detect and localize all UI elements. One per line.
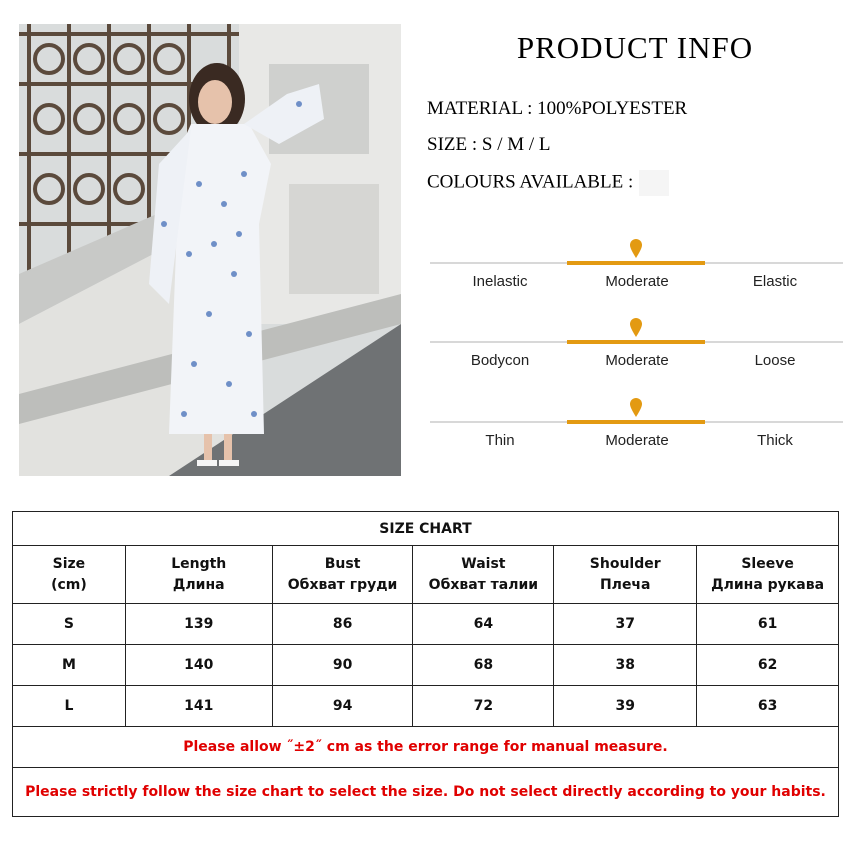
cell-sleeve: 63 bbox=[697, 686, 839, 727]
cell-bust: 90 bbox=[272, 645, 413, 686]
header-label: Waist bbox=[461, 555, 506, 572]
map-pin-icon bbox=[628, 317, 644, 337]
scale-label-left: Bodycon bbox=[470, 352, 530, 369]
colours-text: COLOURS AVAILABLE : bbox=[427, 171, 634, 193]
cell-length: 141 bbox=[125, 686, 272, 727]
size-text: SIZE : S / M / L bbox=[427, 134, 551, 155]
header-sub: Длина bbox=[172, 576, 225, 593]
colours-line bbox=[427, 170, 669, 196]
cell-waist: 68 bbox=[413, 645, 554, 686]
measurement-note: Please allow ˝±2˝ cm as the error range for manual measure. bbox=[13, 727, 839, 768]
size-selection-note: Please strictly follow the size chart to select the size. Do not select directly according to your habits. bbox=[13, 768, 839, 817]
header-waist bbox=[413, 546, 554, 604]
header-sub: Обхват талии bbox=[428, 576, 539, 593]
header-label: Bust bbox=[324, 555, 361, 572]
header-label: Sleeve bbox=[741, 555, 794, 572]
header-label: Length bbox=[171, 555, 227, 572]
colour-swatch bbox=[639, 170, 669, 196]
scale-label-right: Elastic bbox=[752, 273, 798, 290]
size-line bbox=[427, 134, 551, 156]
product-info-title: PRODUCT INFO bbox=[516, 30, 754, 65]
cell-size: S bbox=[13, 604, 126, 645]
header-sub: Длина рукава bbox=[711, 576, 825, 593]
cell-bust: 86 bbox=[272, 604, 413, 645]
table-header-row bbox=[13, 546, 839, 604]
scale-active-segment bbox=[567, 261, 705, 265]
scale-label-middle: Moderate bbox=[605, 273, 669, 290]
product-photo bbox=[19, 24, 401, 476]
fit-scale bbox=[430, 317, 843, 377]
size-chart-title: SIZE CHART bbox=[13, 512, 839, 546]
material-line bbox=[427, 98, 687, 120]
scale-active-segment bbox=[567, 420, 705, 424]
header-length bbox=[125, 546, 272, 604]
table-row bbox=[13, 686, 839, 727]
cell-waist: 72 bbox=[413, 686, 554, 727]
thickness-scale bbox=[430, 397, 843, 457]
cell-length: 139 bbox=[125, 604, 272, 645]
table-row bbox=[13, 604, 839, 645]
cell-sleeve: 61 bbox=[697, 604, 839, 645]
scale-label-right: Loose bbox=[754, 352, 796, 369]
cell-size: M bbox=[13, 645, 126, 686]
cell-sleeve: 62 bbox=[697, 645, 839, 686]
header-sub: (cm) bbox=[51, 576, 87, 593]
header-label: Shoulder bbox=[589, 555, 661, 572]
elasticity-scale bbox=[430, 238, 843, 298]
header-sleeve bbox=[697, 546, 839, 604]
map-pin-icon bbox=[628, 397, 644, 417]
scale-label-left: Thin bbox=[485, 432, 515, 449]
header-bust bbox=[272, 546, 413, 604]
cell-waist: 64 bbox=[413, 604, 554, 645]
table-row bbox=[13, 645, 839, 686]
cell-shoulder: 37 bbox=[554, 604, 697, 645]
header-sub: Плеча bbox=[599, 576, 651, 593]
map-pin-icon bbox=[628, 238, 644, 258]
cell-size: L bbox=[13, 686, 126, 727]
size-chart-table bbox=[12, 511, 839, 817]
scale-active-segment bbox=[567, 340, 705, 344]
cell-bust: 94 bbox=[272, 686, 413, 727]
material-text: MATERIAL : 100%POLYESTER bbox=[427, 98, 688, 119]
scale-label-middle: Moderate bbox=[605, 352, 669, 369]
header-shoulder bbox=[554, 546, 697, 604]
cell-shoulder: 39 bbox=[554, 686, 697, 727]
cell-shoulder: 38 bbox=[554, 645, 697, 686]
header-sub: Обхват груди bbox=[287, 576, 398, 593]
scale-label-left: Inelastic bbox=[472, 273, 528, 290]
scale-label-right: Thick bbox=[757, 432, 793, 449]
scale-label-middle: Moderate bbox=[605, 432, 669, 449]
header-label: Size bbox=[52, 555, 86, 572]
header-size bbox=[13, 546, 126, 604]
cell-length: 140 bbox=[125, 645, 272, 686]
